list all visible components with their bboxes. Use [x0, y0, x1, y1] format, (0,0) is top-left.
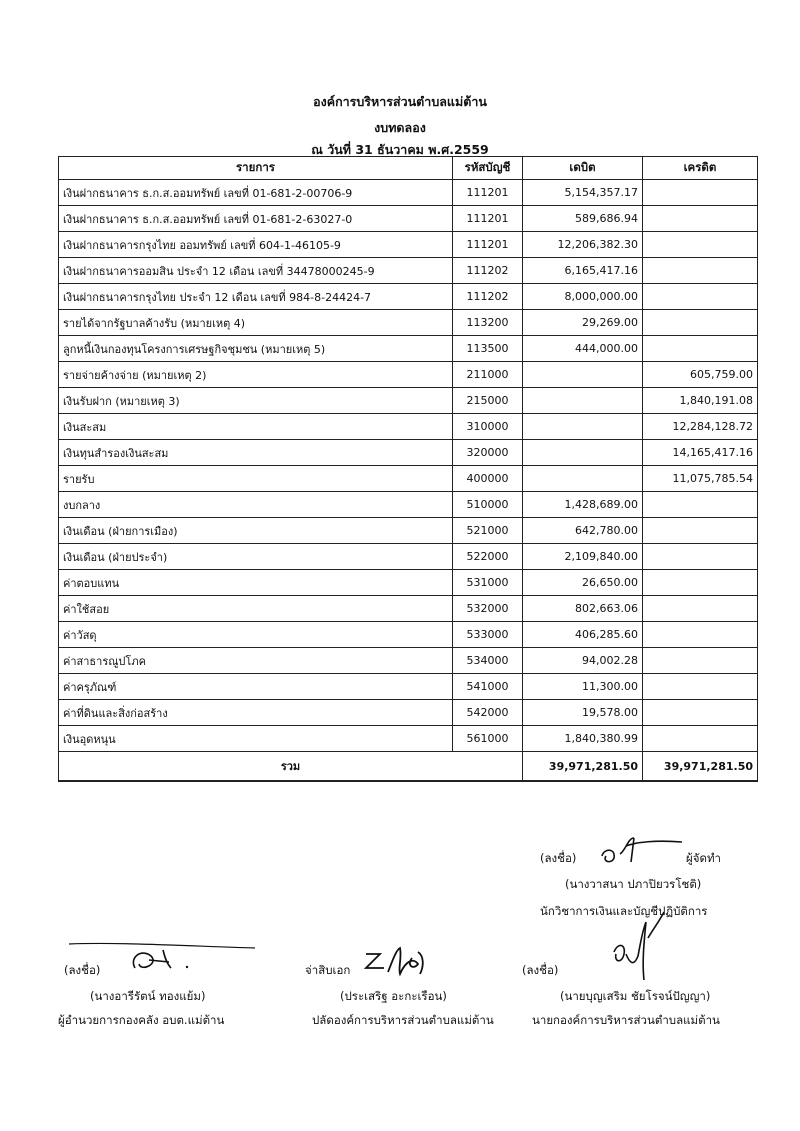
- cell-credit: [643, 674, 758, 700]
- finance-position: ผู้อำนวยการกองคลัง อบต.แม่ต้าน: [58, 1013, 225, 1027]
- cell-credit: [643, 700, 758, 726]
- trial-balance-table: [58, 156, 758, 782]
- cell-item: เงินเดือน (ฝ่ายการเมือง): [59, 518, 453, 544]
- cell-code: 531000: [453, 570, 523, 596]
- cell-item: เงินฝากธนาคาร ธ.ก.ส.ออมทรัพย์ เลขที่ 01-681-2-63027-0: [59, 206, 453, 232]
- cell-item: รายรับ: [59, 466, 453, 492]
- cell-debit: 12,206,382.30: [523, 232, 643, 258]
- cell-item: ค่าที่ดินและสิ่งก่อสร้าง: [59, 700, 453, 726]
- cell-credit: [643, 258, 758, 284]
- cell-code: 533000: [453, 622, 523, 648]
- cell-code: 522000: [453, 544, 523, 570]
- cell-item: เงินฝากธนาคารกรุงไทย ประจำ 12 เดือน เลขที่ 984-8-24424-7: [59, 284, 453, 310]
- finance-sign-prefix: (ลงชื่อ): [64, 963, 101, 977]
- cell-credit: 12,284,128.72: [643, 414, 758, 440]
- cell-item: เงินทุนสำรองเงินสะสม: [59, 440, 453, 466]
- cell-debit: 19,578.00: [523, 700, 643, 726]
- cell-item: รายจ่ายค้างจ่าย (หมายเหตุ 2): [59, 362, 453, 388]
- cell-credit: [643, 570, 758, 596]
- preparer-position: นักวิชาการเงินและบัญชีปฏิบัติการ: [540, 904, 708, 918]
- table-row: [59, 570, 758, 596]
- clerk-rank: จ่าสิบเอก: [305, 963, 351, 977]
- cell-item: ค่าตอบแทน: [59, 570, 453, 596]
- cell-code: 532000: [453, 596, 523, 622]
- table-row: [59, 388, 758, 414]
- cell-credit: [643, 284, 758, 310]
- table-row: [59, 258, 758, 284]
- cell-credit: [643, 336, 758, 362]
- cell-item: ลูกหนี้เงินกองทุนโครงการเศรษฐกิจชุมชน (หมายเหตุ 5): [59, 336, 453, 362]
- preparer-sign-prefix: (ลงชื่อ): [540, 851, 577, 865]
- total-debit: 39,971,281.50: [523, 752, 643, 782]
- cell-debit: 642,780.00: [523, 518, 643, 544]
- cell-credit: [643, 544, 758, 570]
- cell-debit: 11,300.00: [523, 674, 643, 700]
- finance-name: (นางอารีรัตน์ ทองแย้ม): [90, 989, 206, 1003]
- table-row: [59, 492, 758, 518]
- cell-item: รายได้จากรัฐบาลค้างรับ (หมายเหตุ 4): [59, 310, 453, 336]
- mayor-sign-prefix: (ลงชื่อ): [522, 963, 559, 977]
- cell-code: 211000: [453, 362, 523, 388]
- table-row: [59, 622, 758, 648]
- cell-debit: 1,840,380.99: [523, 726, 643, 752]
- cell-debit: 8,000,000.00: [523, 284, 643, 310]
- cell-debit: 5,154,357.17: [523, 180, 643, 206]
- preparer-name: (นางวาสนา ปภาปิยวรโชติ): [565, 877, 702, 891]
- preparer-role: ผู้จัดทำ: [686, 851, 721, 865]
- cell-code: 215000: [453, 388, 523, 414]
- table-body: [59, 180, 758, 752]
- table-row: [59, 362, 758, 388]
- total-label: รวม: [59, 752, 523, 782]
- cell-debit: [523, 388, 643, 414]
- cell-debit: 802,663.06: [523, 596, 643, 622]
- cell-credit: [643, 518, 758, 544]
- cell-debit: 589,686.94: [523, 206, 643, 232]
- cell-code: 320000: [453, 440, 523, 466]
- cell-debit: 2,109,840.00: [523, 544, 643, 570]
- cell-code: 113500: [453, 336, 523, 362]
- cell-debit: 94,002.28: [523, 648, 643, 674]
- table-row: [59, 648, 758, 674]
- table-row: [59, 414, 758, 440]
- cell-credit: 14,165,417.16: [643, 440, 758, 466]
- cell-code: 111202: [453, 258, 523, 284]
- cell-code: 521000: [453, 518, 523, 544]
- col-header-debit: เดบิต: [523, 157, 643, 180]
- table-row: [59, 232, 758, 258]
- cell-item: เงินฝากธนาคาร ธ.ก.ส.ออมทรัพย์ เลขที่ 01-681-2-00706-9: [59, 180, 453, 206]
- cell-credit: 1,840,191.08: [643, 388, 758, 414]
- table-row: [59, 284, 758, 310]
- cell-debit: 29,269.00: [523, 310, 643, 336]
- cell-debit: [523, 466, 643, 492]
- table-row: [59, 700, 758, 726]
- table-row: [59, 440, 758, 466]
- report-date: ณ วันที่ 31 ธันวาคม พ.ศ.2559: [311, 142, 489, 157]
- cell-credit: [643, 492, 758, 518]
- cell-credit: [643, 622, 758, 648]
- cell-item: เงินสะสม: [59, 414, 453, 440]
- total-row: [59, 752, 758, 782]
- cell-item: เงินอุดหนุน: [59, 726, 453, 752]
- mayor-signature-mark: [608, 908, 670, 984]
- cell-debit: [523, 440, 643, 466]
- cell-code: 113200: [453, 310, 523, 336]
- cell-debit: [523, 362, 643, 388]
- cell-credit: [643, 596, 758, 622]
- cell-credit: [643, 206, 758, 232]
- cell-credit: [643, 180, 758, 206]
- col-header-code: รหัสบัญชี: [453, 157, 523, 180]
- table-row: [59, 310, 758, 336]
- clerk-signature-mark: [362, 944, 440, 984]
- cell-code: 510000: [453, 492, 523, 518]
- cell-credit: [643, 726, 758, 752]
- cell-credit: 11,075,785.54: [643, 466, 758, 492]
- cell-code: 111202: [453, 284, 523, 310]
- cell-code: 541000: [453, 674, 523, 700]
- cell-item: เงินฝากธนาคารกรุงไทย ออมทรัพย์ เลขที่ 604-1-46105-9: [59, 232, 453, 258]
- table-row: [59, 180, 758, 206]
- cell-code: 111201: [453, 180, 523, 206]
- cell-item: งบกลาง: [59, 492, 453, 518]
- col-header-credit: เครดิต: [643, 157, 758, 180]
- table-row: [59, 726, 758, 752]
- table-row: [59, 596, 758, 622]
- cell-code: 542000: [453, 700, 523, 726]
- clerk-name: (ประเสริฐ อะกะเรือน): [340, 989, 447, 1003]
- cell-code: 111201: [453, 232, 523, 258]
- cell-debit: 6,165,417.16: [523, 258, 643, 284]
- table-row: [59, 518, 758, 544]
- total-credit: 39,971,281.50: [643, 752, 758, 782]
- clerk-position: ปลัดองค์การบริหารส่วนตำบลแม่ต้าน: [312, 1013, 494, 1027]
- table-row: [59, 544, 758, 570]
- cell-debit: 406,285.60: [523, 622, 643, 648]
- table-header-row: [59, 157, 758, 180]
- table-row: [59, 466, 758, 492]
- cell-debit: 1,428,689.00: [523, 492, 643, 518]
- cell-item: ค่าครุภัณฑ์: [59, 674, 453, 700]
- org-name: องค์การบริหารส่วนตำบลแม่ต้าน: [313, 94, 487, 109]
- cell-item: ค่าสาธารณูปโภค: [59, 648, 453, 674]
- preparer-signature-mark: [596, 832, 688, 868]
- table-row: [59, 206, 758, 232]
- cell-credit: [643, 310, 758, 336]
- cell-item: ค่าใช้สอย: [59, 596, 453, 622]
- cell-code: 310000: [453, 414, 523, 440]
- cell-debit: [523, 414, 643, 440]
- cell-debit: 444,000.00: [523, 336, 643, 362]
- cell-credit: [643, 648, 758, 674]
- cell-code: 561000: [453, 726, 523, 752]
- table-row: [59, 674, 758, 700]
- mayor-position: นายกองค์การบริหารส่วนตำบลแม่ต้าน: [532, 1013, 720, 1027]
- cell-credit: [643, 232, 758, 258]
- cell-credit: 605,759.00: [643, 362, 758, 388]
- report-title: งบทดลอง: [374, 120, 426, 135]
- cell-code: 111201: [453, 206, 523, 232]
- cell-item: ค่าวัสดุ: [59, 622, 453, 648]
- cell-item: เงินฝากธนาคารออมสิน ประจำ 12 เดือน เลขที่ 34478000245-9: [59, 258, 453, 284]
- table-row: [59, 336, 758, 362]
- cell-item: เงินรับฝาก (หมายเหตุ 3): [59, 388, 453, 414]
- mayor-name: (นายบุญเสริม ชัยโรจน์ปัญญา): [560, 989, 711, 1003]
- cell-debit: 26,650.00: [523, 570, 643, 596]
- cell-code: 400000: [453, 466, 523, 492]
- col-header-item: รายการ: [59, 157, 453, 180]
- cell-code: 534000: [453, 648, 523, 674]
- cell-item: เงินเดือน (ฝ่ายประจำ): [59, 544, 453, 570]
